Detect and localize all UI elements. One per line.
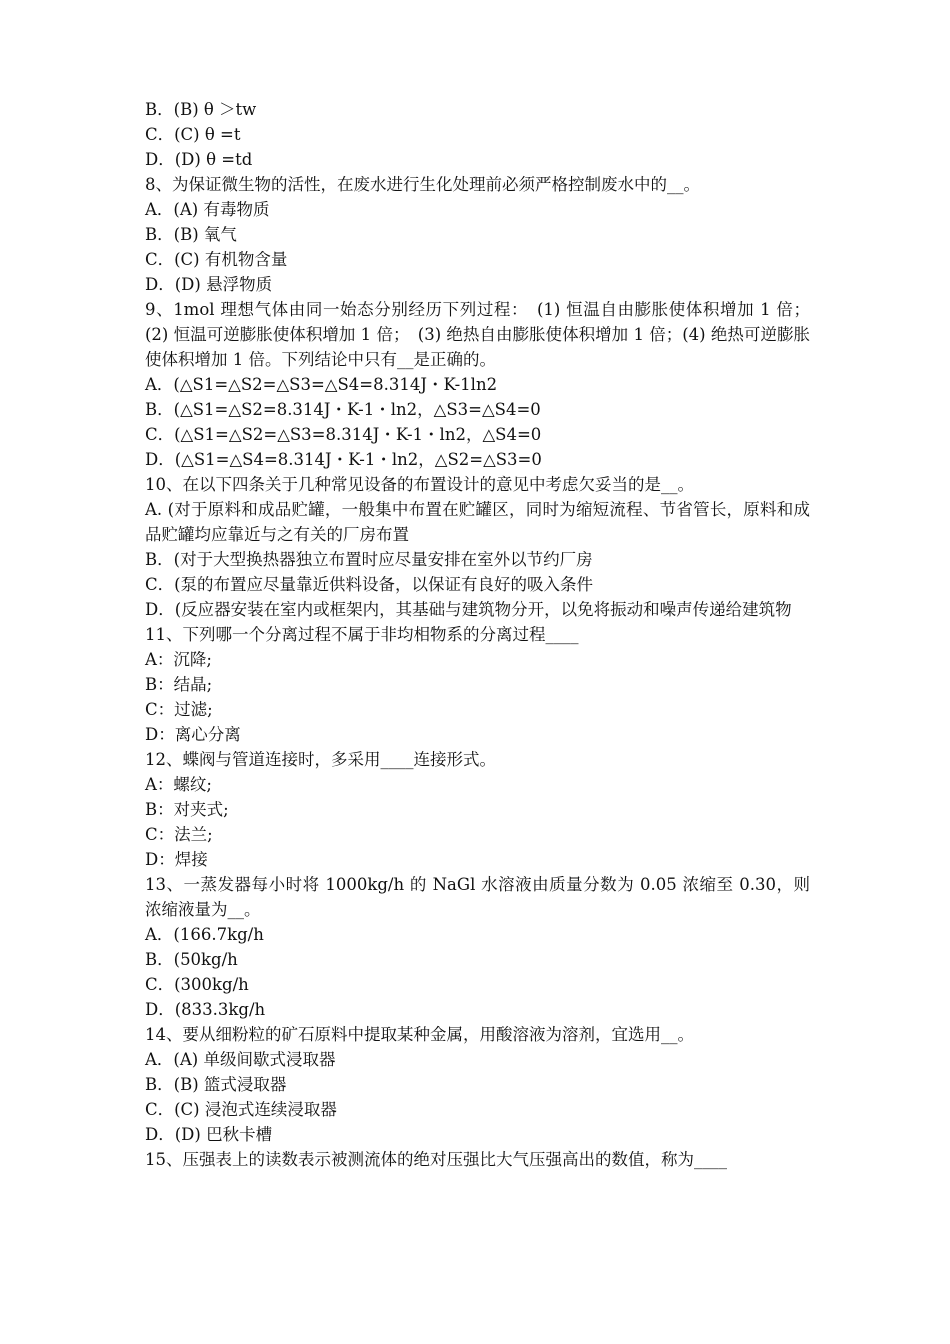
- q15-stem: 15、压强表上的读数表示被测流体的绝对压强比大气压强高出的数值，称为____: [145, 1150, 727, 1169]
- q12-option-a: A：螺纹;: [145, 775, 212, 794]
- q8-option-a: A．(A) 有毒物质: [145, 200, 270, 219]
- q9-option-b: B．(△S1=△S2=8.314J・K-1・ln2，△S3=△S4=0: [145, 400, 541, 419]
- q9-option-d: D．(△S1=△S4=8.314J・K-1・ln2，△S2=△S3=0: [145, 450, 542, 469]
- q14-stem: 14、要从细粉粒的矿石原料中提取某种金属，用酸溶液为溶剂，宜选用__。: [145, 1025, 694, 1044]
- q11-option-b: B：结晶;: [145, 675, 213, 694]
- document-page: [145, 97, 810, 1172]
- q14-option-b: B．(B) 篮式浸取器: [145, 1075, 287, 1094]
- q13-option-c: C．(300kg/h: [145, 975, 249, 994]
- q10-option-c: C．(泵的布置应尽量靠近供料设备，以保证有良好的吸入条件: [145, 575, 594, 594]
- q11-option-d: D：离心分离: [145, 725, 241, 744]
- q7-option-c: C．(C) θ =t: [145, 125, 241, 144]
- q8-option-c: C．(C) 有机物含量: [145, 250, 288, 269]
- q11-stem: 11、下列哪一个分离过程不属于非均相物系的分离过程____: [145, 625, 579, 644]
- q12-option-d: D：焊接: [145, 850, 208, 869]
- q8-stem: 8、为保证微生物的活性，在废水进行生化处理前必须严格控制废水中的__。: [145, 175, 700, 194]
- q10-option-b: B．(对于大型换热器独立布置时应尽量安排在室外以节约厂房: [145, 550, 593, 569]
- q9-stem: 9、1mol 理想气体由同一始态分别经历下列过程： (1) 恒温自由膨胀使体积增加 1 倍；(2) 恒温可逆膨胀使体积增加 1 倍； (3) 绝热自由膨胀使体积增加 1 倍；(4) 绝热可逆膨胀使体积增加 1 倍。下列结论中只有__是正确的。: [145, 300, 810, 369]
- q14-option-d: D．(D) 巴秋卡槽: [145, 1125, 273, 1144]
- q11-option-a: A：沉降;: [145, 650, 212, 669]
- q7-option-d: D．(D) θ =td: [145, 150, 253, 169]
- q13-stem: 13、一蒸发器每小时将 1000kg/h 的 NaGl 水溶液由质量分数为 0.05 浓缩至 0.30，则浓缩液量为__。: [145, 875, 810, 919]
- q13-option-b: B．(50kg/h: [145, 950, 238, 969]
- q9-option-a: A．(△S1=△S2=△S3=△S4=8.314J・K-1ln2: [145, 375, 498, 394]
- q10-option-d: D．(反应器安装在室内或框架内，其基础与建筑物分开，以免将振动和噪声传递给建筑物: [145, 600, 792, 619]
- q13-option-a: A．(166.7kg/h: [145, 925, 264, 944]
- q12-stem: 12、蝶阀与管道连接时，多采用____连接形式。: [145, 750, 496, 769]
- q9-option-c: C．(△S1=△S2=△S3=8.314J・K-1・ln2，△S4=0: [145, 425, 542, 444]
- q8-option-b: B．(B) 氧气: [145, 225, 237, 244]
- q12-option-c: C：法兰;: [145, 825, 213, 844]
- q10-option-a: A. (对于原料和成品贮罐，一般集中布置在贮罐区，同时为缩短流程、节省管长，原料和成品贮罐均应靠近与之有关的厂房布置: [145, 500, 810, 544]
- q7-option-b: B．(B) θ ＞tw: [145, 100, 257, 119]
- q12-option-b: B：对夹式;: [145, 800, 229, 819]
- q14-option-c: C．(C) 浸泡式连续浸取器: [145, 1100, 337, 1119]
- q10-stem: 10、在以下四条关于几种常见设备的布置设计的意见中考虑欠妥当的是__。: [145, 475, 694, 494]
- q11-option-c: C：过滤;: [145, 700, 213, 719]
- q13-option-d: D．(833.3kg/h: [145, 1000, 266, 1019]
- q8-option-d: D．(D) 悬浮物质: [145, 275, 273, 294]
- q14-option-a: A．(A) 单级间歇式浸取器: [145, 1050, 336, 1069]
